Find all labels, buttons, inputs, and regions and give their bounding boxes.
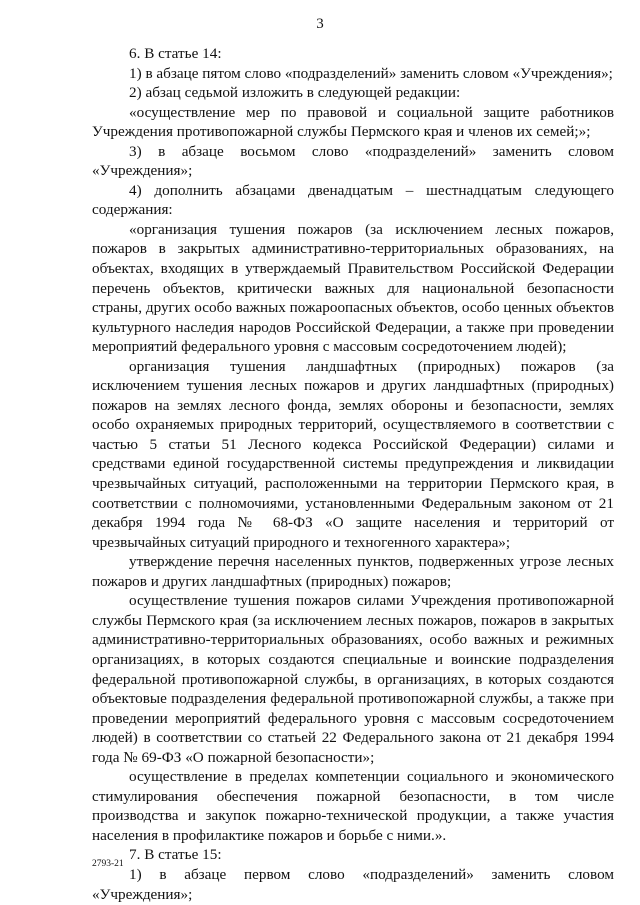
paragraph-article-14-heading: 6. В статье 14:: [129, 45, 222, 62]
paragraph-item-3: 3) в абзаце восьмом слово «подразделений» заменить словом «Учреждения»;: [92, 142, 614, 180]
paragraph-new-12: «организация тушения пожаров (за исключением лесных пожаров, пожаров в закрытых административно-территориальных образованиях, на объектах, входящих в утверждаемый Правительством Российской Федерации перечень объектов, критически важных для национальной безопасности страны, других особо важных пожароопасных объектов, особо ценных объектов культурного наследия народов Российской Федерации, а также при проведении мероприятий федерального уровня с массовым сосредоточением людей);: [92, 220, 614, 356]
paragraph-item-2-text: «осуществление мер по правовой и социальной защите работников Учреждения противопожарной службы Пермского края и членов их семей;»;: [92, 103, 614, 141]
paragraph-new-15: осуществление тушения пожаров силами Учреждения противопожарной службы Пермского края (за исключением лесных пожаров, пожаров в закрытых административно-территориальных образованиях, особо важных и режимных организациях, в которых создаются специальные и воинские подразделения федеральной противопожарной службы, в организациях, в которых создаются объектовые подразделения федеральной противопожарной службы, а также при проведении мероприятий федерального уровня с массовым сосредоточением людей) в соответствии со статьей 22 Федерального закона от 21 декабря 1994 года № 69-ФЗ «О пожарной безопасности»;: [92, 592, 614, 766]
paragraph-new-13: организация тушения ландшафтных (природных) пожаров (за исключением тушения лесных пожаров и других ландшафтных (природных) пожаров на землях лесного фонда, землях обороны и безопасности, землях особо охраняемых природных территорий, осуществляемого в соответствии с частью 5 статьи 51 Лесного кодекса Российской Федерации) силами и средствами единой государственной системы предупреждения и ликвидации чрезвычайных ситуаций, расположенными на территории Пермского края, в соответствии с полномочиями, установленными Федеральным законом от 21 декабря 1994 года № 68-ФЗ «О защите населения и территорий от чрезвычайных ситуаций природного и техногенного характера»;: [92, 357, 614, 551]
paragraph-item-2: 2) абзац седьмой изложить в следующей редакции:: [129, 84, 461, 102]
document-body: [92, 44, 614, 904]
paragraph-article-15-heading: 7. В статье 15:: [129, 846, 222, 864]
paragraph-article-15-item-1: 1) в абзаце первом слово «подразделений» заменить словом «Учреждения»;: [92, 865, 614, 903]
paragraph-new-16: осуществление в пределах компетенции социального и экономического стимулирования обеспечения пожарной безопасности, в том числе производства и закупок пожарно-технической продукции, а также участия населения в профилактике пожаров и борьбе с ними.».: [92, 768, 614, 844]
paragraph-item-1: 1) в абзаце пятом слово «подразделений» заменить словом «Учреждения»;: [129, 64, 613, 82]
document-code: 2793-21: [92, 859, 124, 869]
paragraph-new-14: утверждение перечня населенных пунктов, подверженных угрозе лесных пожаров и других ландшафтных (природных) пожаров;: [92, 553, 614, 590]
paragraph-item-4: 4) дополнить абзацами двенадцатым – шестнадцатым следующего содержания:: [92, 181, 614, 219]
page-number: 3: [316, 16, 324, 32]
